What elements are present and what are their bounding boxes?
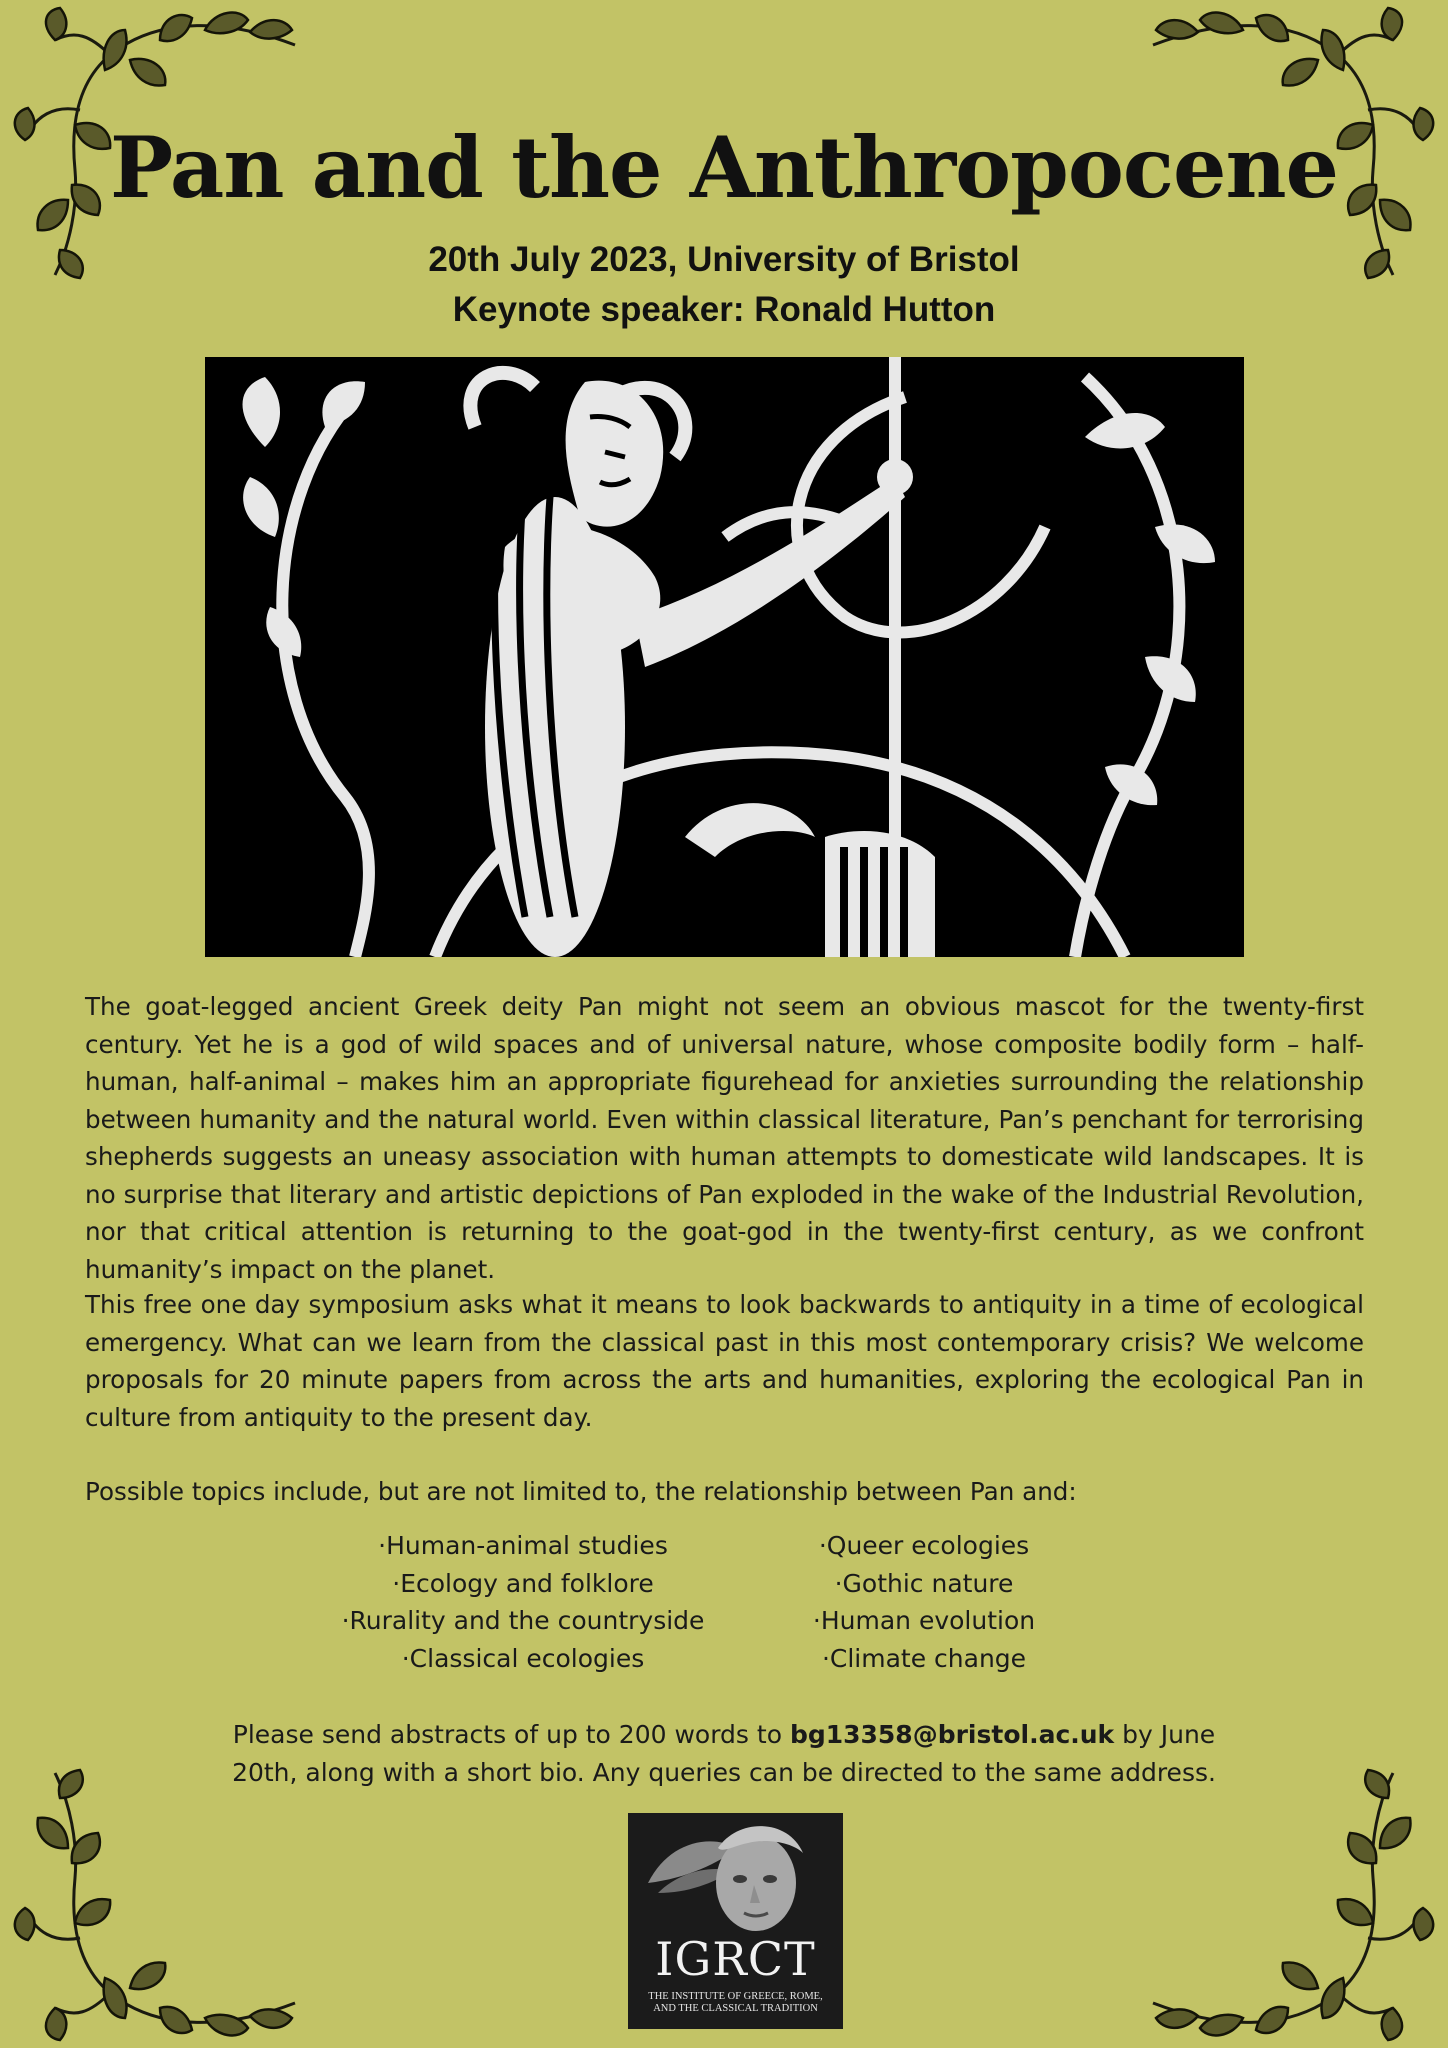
submission-text-start: Please send abstracts of up to 200 words to — [232, 1720, 790, 1749]
submission-text-deadline: by June — [1114, 1720, 1216, 1749]
pan-illustration — [205, 357, 1244, 957]
topics-intro: Possible topics include, but are not limited to, the relationship between Pan and: — [85, 1477, 1077, 1506]
list-item: ·Rurality and the countryside — [341, 1606, 705, 1635]
submission-info — [0, 1716, 1448, 1792]
contact-email-link[interactable]: bg13358@bristol.ac.uk — [789, 1720, 1115, 1749]
event-date-venue: 20th July 2023, University of Bristol — [428, 240, 1020, 279]
symposium-paragraph: This free one day symposium asks what it means to look backwards to antiquity in a time of ecological emergency. What can we learn from the classical past in this most contemporary crisis? We welcome proposals for 20 minute papers from across the arts and humanities, exploring the ecological Pan in culture from antiquity to the present day. — [85, 1290, 1364, 1432]
list-item: ·Ecology and folklore — [392, 1568, 654, 1598]
igrct-logo — [628, 1813, 843, 2029]
pan-illustration-art — [205, 357, 1244, 957]
vine-ornament-icon — [1148, 1768, 1448, 2048]
vine-ornament-icon — [0, 1768, 300, 2048]
list-item: ·Queer ecologies — [818, 1531, 1030, 1560]
logo-name: IGRCT — [655, 1932, 816, 1986]
list-item: ·Climate change — [821, 1643, 1027, 1673]
vine-ornament-bottom-right — [1148, 1768, 1448, 2048]
winged-head-icon — [628, 1813, 843, 1933]
logo-subtitle: THE INSTITUTE OF GREECE, ROME, AND THE CLASSICAL TRADITION — [648, 1991, 823, 2014]
topics-list-right — [734, 1527, 1114, 1677]
vine-ornament-bottom-left — [0, 1768, 300, 2048]
list-item: ·Human evolution — [812, 1606, 1036, 1635]
poster-title: Pan and the Anthropocene — [110, 118, 1338, 217]
list-item: ·Gothic nature — [834, 1568, 1014, 1598]
list-item: ·Classical ecologies — [401, 1643, 645, 1673]
submission-text-end: 20th, along with a short bio. Any queries can be directed to the same address. — [232, 1758, 1216, 1787]
keynote-speaker: Keynote speaker: Ronald Hutton — [452, 290, 996, 329]
intro-paragraph: The goat-legged ancient Greek deity Pan might not seem an obvious mascot for the twenty-first century. Yet he is a god of wild spaces and of universal nature, whose composite bodily form – half-human, half-animal – makes him an appropriate figurehead for anxieties surrounding the relationship between humanity and the natural world. Even within classical literature, Pan’s penchant for terrorising shepherds suggests an uneasy association with human attempts to domesticate wild landscapes. It is no surprise that literary and artistic depictions of Pan exploded in the wake of the Industrial Revolution, nor that critical attention is returning to the goat-god in the twenty-first century, as we confront humanity’s impact on the planet. — [85, 992, 1364, 1284]
list-item: ·Human-animal studies — [378, 1531, 668, 1560]
topics-list-left — [333, 1527, 713, 1677]
